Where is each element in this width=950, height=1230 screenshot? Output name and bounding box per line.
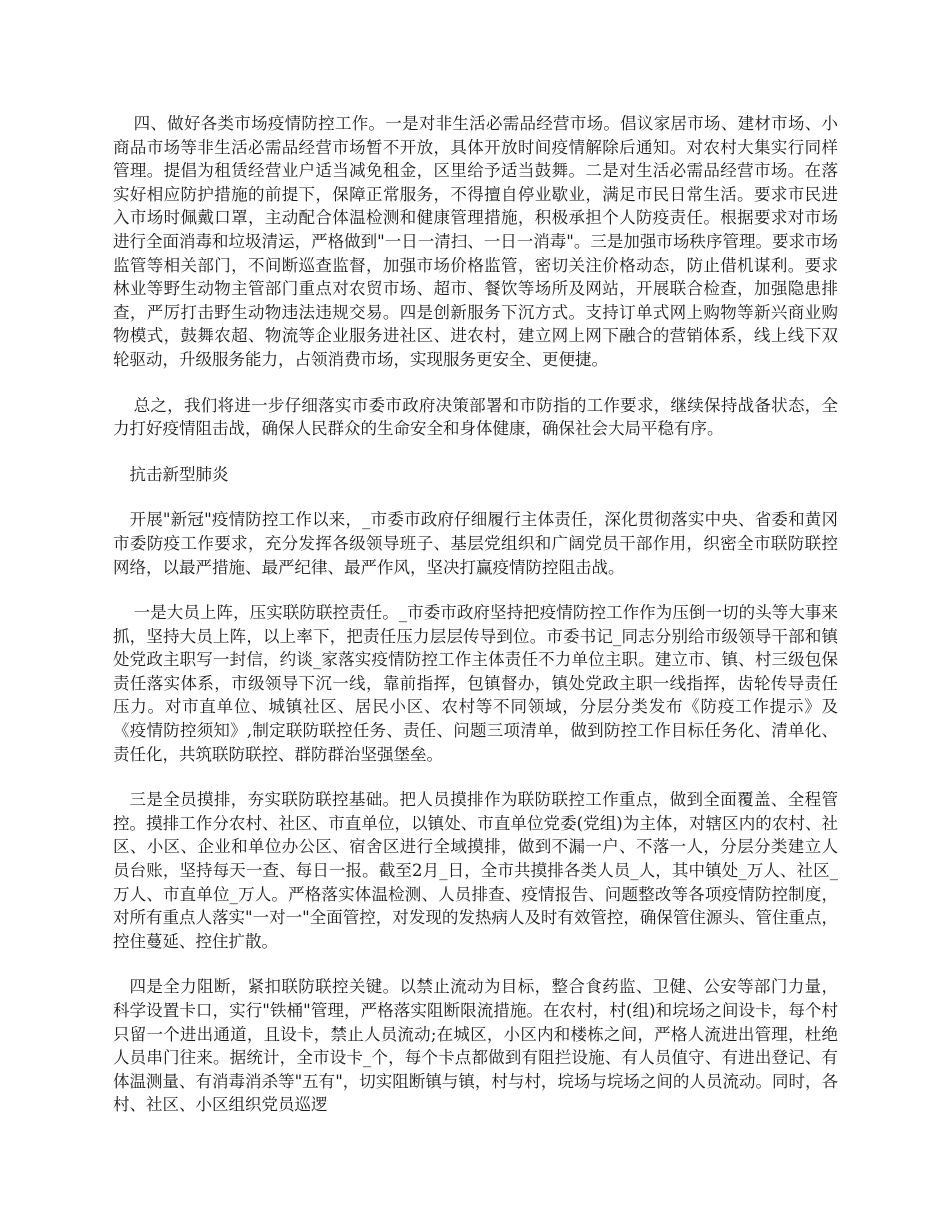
paragraph-intro: 开展"新冠"疫情防控工作以来，_市委市政府仔细履行主体责任，深化贯彻落实中央、省委和黄冈市委防疫工作要求，充分发挥各级领导班子、基层党组织和广阔党员干部作用，织密全市联防联控网络，以最严措施、最严纪律、最严作风，坚决打赢疫情防控阻击战。	[113, 510, 838, 577]
paragraph-point-three: 三是全员摸排，夯实联防联控基础。把人员摸排作为联防联控工作重点，做到全面覆盖、全程管控。摸排工作分农村、社区、市直单位，以镇处、市直单位党委(党组)为主体，对辖区内的农村、社区、小区、企业和单位办公区、宿舍区进行全域摸排，做到不漏一户、不落一人，分层分类建立人员台账，坚持每天一查、每日一报。截至2月_日，全市共摸排各类人员_人，其中镇处_万人、社区_万人、市直单位_万人。严格落实体温检测、人员排查、疫情报告、问题整改等各项疫情防控制度，对所有重点人落实"一对一"全面管控，对发现的发热病人及时有效管控，确保管住源头、管住重点，控住蔓延、控住扩散。	[113, 790, 838, 951]
section-heading: 抗击新型肺炎	[129, 464, 229, 484]
paragraph-point-one: 一是大员上阵，压实联防联控责任。_市委市政府坚持把疫情防控工作作为压倒一切的头等大事来抓，坚持大员上阵，以上率下，把责任压力层层传导到位。市委书记_同志分别给市级领导干部和镇处党政主职写一封信，约谈_家落实疫情防控工作主体责任不力单位主职。建立市、镇、村三级包保责任落实体系，市级领导下沉一线，靠前指挥，包镇督办，镇处党政主职一线指挥，齿轮传导责任压力。对市直单位、城镇社区、居民小区、农村等不同领域，分层分类发布《防疫工作提示》及《疫情防控须知》,制定联防联控任务、责任、问题三项清单，做到防控工作目标任务化、清单化、责任化，共筑联防联控、群防群治坚强堡垒。	[113, 603, 838, 764]
paragraph-point-four: 四是全力阻断，紧扣联防联控关键。以禁止流动为目标，整合食药监、卫健、公安等部门力量，科学设置卡口，实行"铁桶"管理，严格落实阻断限流措施。在农村，村(组)和垸场之间设卡，每个村只留一个进出通道，且设卡，禁止人员流动;在城区，小区内和楼栋之间，严格人流进出管理，杜绝人员串门往来。据统计，全市设卡_个，每个卡点都做到有阻拦设施、有人员值守、有进出登记、有体温测量、有消毒消杀等"五有"，切实阻断镇与镇，村与村，垸场与垸场之间的人员流动。同时，各村、社区、小区组织党员巡逻	[113, 977, 838, 1115]
paragraph-market-control: 四、做好各类市场疫情防控工作。一是对非生活必需品经营市场。倡议家居市场、建材市场、小商品市场等非生活必需品经营市场暂不开放，具体开放时间疫情解除后通知。对农村大集实行同样管理。提倡为租赁经营业户适当减免租金，区里给予适当鼓舞。二是对生活必需品经营市场。在落实好相应防护措施的前提下，保障正常服务，不得擅自停业歇业，满足市民日常生活。要求市民进入市场时佩戴口罩，主动配合体温检测和健康管理措施，积极承担个人防疫责任。根据要求对市场进行全面消毒和垃圾清运，严格做到"一日一清扫、一日一消毒"。三是加强市场秩序管理。要求市场监管等相关部门，不间断巡查监督，加强市场价格监管，密切关注价格动态，防止借机谋利。要求林业等野生动物主管部门重点对农贸市场、超市、餐饮等场所及网站，开展联合检查，加强隐患排查，严厉打击野生动物违法违规交易。四是创新服务下沉方式。支持订单式网上购物等新兴商业购物模式，鼓舞农超、物流等企业服务进社区、进农村，建立网上网下融合的营销体系，线上线下双轮驱动，升级服务能力，占领消费市场，实现服务更安全、更便捷。	[113, 114, 838, 369]
paragraph-summary: 总之，我们将进一步仔细落实市委市政府决策部署和市防指的工作要求，继续保持战备状态，全力打好疫情阻击战，确保人民群众的生命安全和身体健康，确保社会大局平稳有序。	[113, 395, 838, 439]
